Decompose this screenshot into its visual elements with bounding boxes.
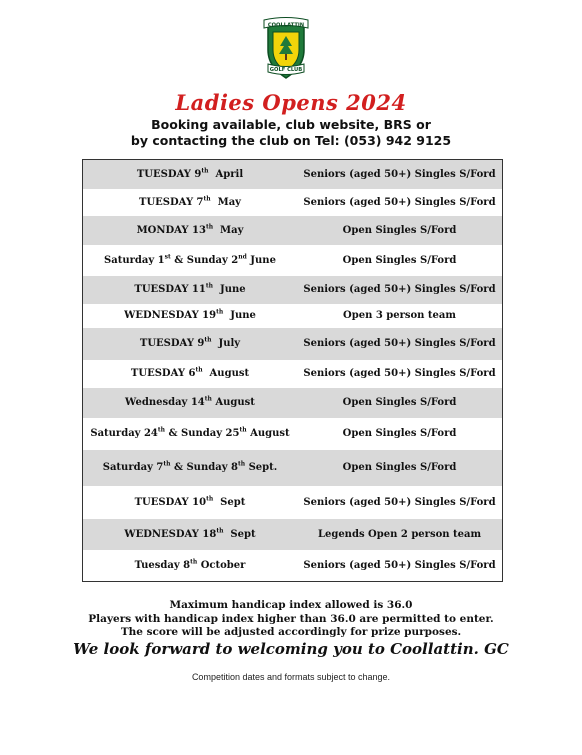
date-sup: th (205, 282, 213, 290)
event-name-cell: Seniors (aged 50+) Singles S/Ford (303, 368, 496, 379)
event-name-cell: Seniors (aged 50+) Singles S/Ford (297, 328, 503, 360)
logo-bottom-text: GOLF CLUB (269, 67, 303, 73)
date-sup: th (204, 336, 212, 344)
table-row (83, 360, 503, 388)
date-text: & Sunday 2 (170, 254, 239, 266)
event-name-cell: Legends Open 2 person team (297, 519, 503, 550)
date-text: & Sunday 8 (170, 462, 238, 473)
date-text: TUESDAY 11 (134, 284, 206, 295)
event-date-cell (83, 189, 298, 216)
event-date-cell (83, 418, 298, 450)
date-sup: nd (238, 253, 247, 261)
table-row (83, 216, 503, 245)
table-row (83, 276, 503, 304)
event-date-cell (83, 328, 298, 360)
event-name-cell: Seniors (aged 50+) Singles S/Ford (303, 496, 496, 508)
event-name-cell: Open Singles S/Ford (297, 388, 503, 418)
table-row (83, 189, 503, 216)
notes-line-1: Maximum handicap index allowed is 36.0 (169, 599, 413, 611)
logo-top-text: COOLLATTIN (267, 22, 305, 29)
date-sup: th (201, 167, 209, 175)
handicap-notes (0, 599, 582, 640)
event-name-cell: Open Singles S/Ford (297, 216, 503, 245)
event-date-cell (83, 519, 298, 550)
date-text: October (197, 559, 246, 571)
date-text: Sept (213, 496, 246, 508)
event-date-cell (83, 160, 298, 189)
date-text: TUESDAY 9 (139, 338, 205, 349)
date-text: MONDAY 13 (136, 224, 206, 236)
event-date-cell (83, 450, 298, 486)
date-sup: th (205, 223, 214, 231)
event-date-cell (83, 216, 298, 245)
event-date-cell (83, 304, 298, 328)
coollattin-golf-club-crest-logo (262, 16, 310, 80)
booking-info (0, 117, 582, 149)
date-sup: th (203, 195, 211, 203)
event-date-cell (83, 550, 298, 582)
notes-line-3: The score will be adjusted accordingly for prize purposes. (120, 626, 462, 638)
event-date-cell (83, 486, 298, 519)
booking-line-2: by contacting the club on Tel: (053) 942 9125 (130, 133, 452, 148)
date-text: Sept (223, 528, 256, 540)
table-row (83, 519, 503, 550)
date-sup: th (157, 426, 166, 434)
date-text: June (223, 310, 256, 321)
date-text: May (213, 224, 244, 236)
date-text: July (211, 338, 241, 349)
table-row (83, 550, 503, 582)
events-schedule-table (82, 159, 503, 582)
date-sup: st (164, 253, 171, 261)
event-name-cell: Seniors (aged 50+) Singles S/Ford (297, 276, 503, 304)
table-row (83, 418, 503, 450)
date-text: August (246, 428, 290, 439)
table-row (83, 160, 503, 189)
date-text: Sept. (245, 462, 278, 473)
event-name-cell: Open Singles S/Ford (342, 254, 457, 266)
table-row (83, 388, 503, 418)
date-text: Saturday 7 (102, 462, 164, 473)
notes-line-2: Players with handicap index higher than 36.0 are permitted to enter. (88, 612, 494, 625)
page-title: Ladies Opens 2024 (175, 90, 407, 115)
date-sup: th (206, 495, 214, 503)
date-sup: th (163, 460, 171, 468)
date-text: Tuesday 8 (134, 559, 191, 571)
event-name-cell: Seniors (aged 50+) Singles S/Ford (303, 196, 496, 208)
date-text: WEDNESDAY 19 (124, 310, 217, 321)
event-date-cell (83, 388, 298, 418)
date-text: August (211, 397, 255, 408)
date-sup: th (216, 527, 224, 535)
event-name-cell: Seniors (aged 50+) Singles S/Ford (297, 160, 503, 189)
date-text: June (213, 284, 246, 295)
booking-line-1: Booking available, club website, BRS or (151, 117, 431, 132)
date-sup: th (195, 366, 203, 374)
event-date-cell (83, 276, 298, 304)
welcome-message: We look forward to welcoming you to Coollattin. GC (73, 640, 509, 658)
table-row (83, 245, 503, 276)
date-text: Wednesday 14 (125, 397, 205, 408)
event-date-cell (83, 245, 298, 276)
date-text: May (210, 196, 241, 208)
disclaimer: Competition dates and formats subject to change. (191, 672, 391, 682)
date-text: & Sunday 25 (165, 428, 240, 439)
date-text: June (246, 254, 276, 266)
date-sup: th (239, 426, 247, 434)
date-sup: th (237, 460, 246, 468)
date-sup: th (216, 308, 224, 316)
table-row (83, 328, 503, 360)
date-text: TUESDAY 7 (139, 196, 204, 208)
event-name-cell: Open Singles S/Ford (342, 428, 457, 439)
date-text: TUESDAY 9 (136, 168, 202, 180)
date-text: TUESDAY 6 (130, 368, 196, 379)
date-text: Saturday 24 (90, 428, 158, 439)
table-row (83, 486, 503, 519)
event-name-cell: Open Singles S/Ford (297, 450, 503, 486)
date-sup: th (190, 558, 198, 566)
table-row (83, 450, 503, 486)
date-text: WEDNESDAY 18 (124, 528, 217, 540)
date-sup: th (204, 395, 212, 403)
event-name-cell: Seniors (aged 50+) Singles S/Ford (303, 559, 496, 571)
date-text: Saturday 1 (104, 254, 165, 266)
date-text: August (202, 368, 250, 379)
table-row (83, 304, 503, 328)
date-text: April (208, 168, 244, 180)
date-text: TUESDAY 10 (134, 496, 207, 508)
event-date-cell (83, 360, 298, 388)
event-name-cell: Open 3 person team (343, 310, 456, 321)
